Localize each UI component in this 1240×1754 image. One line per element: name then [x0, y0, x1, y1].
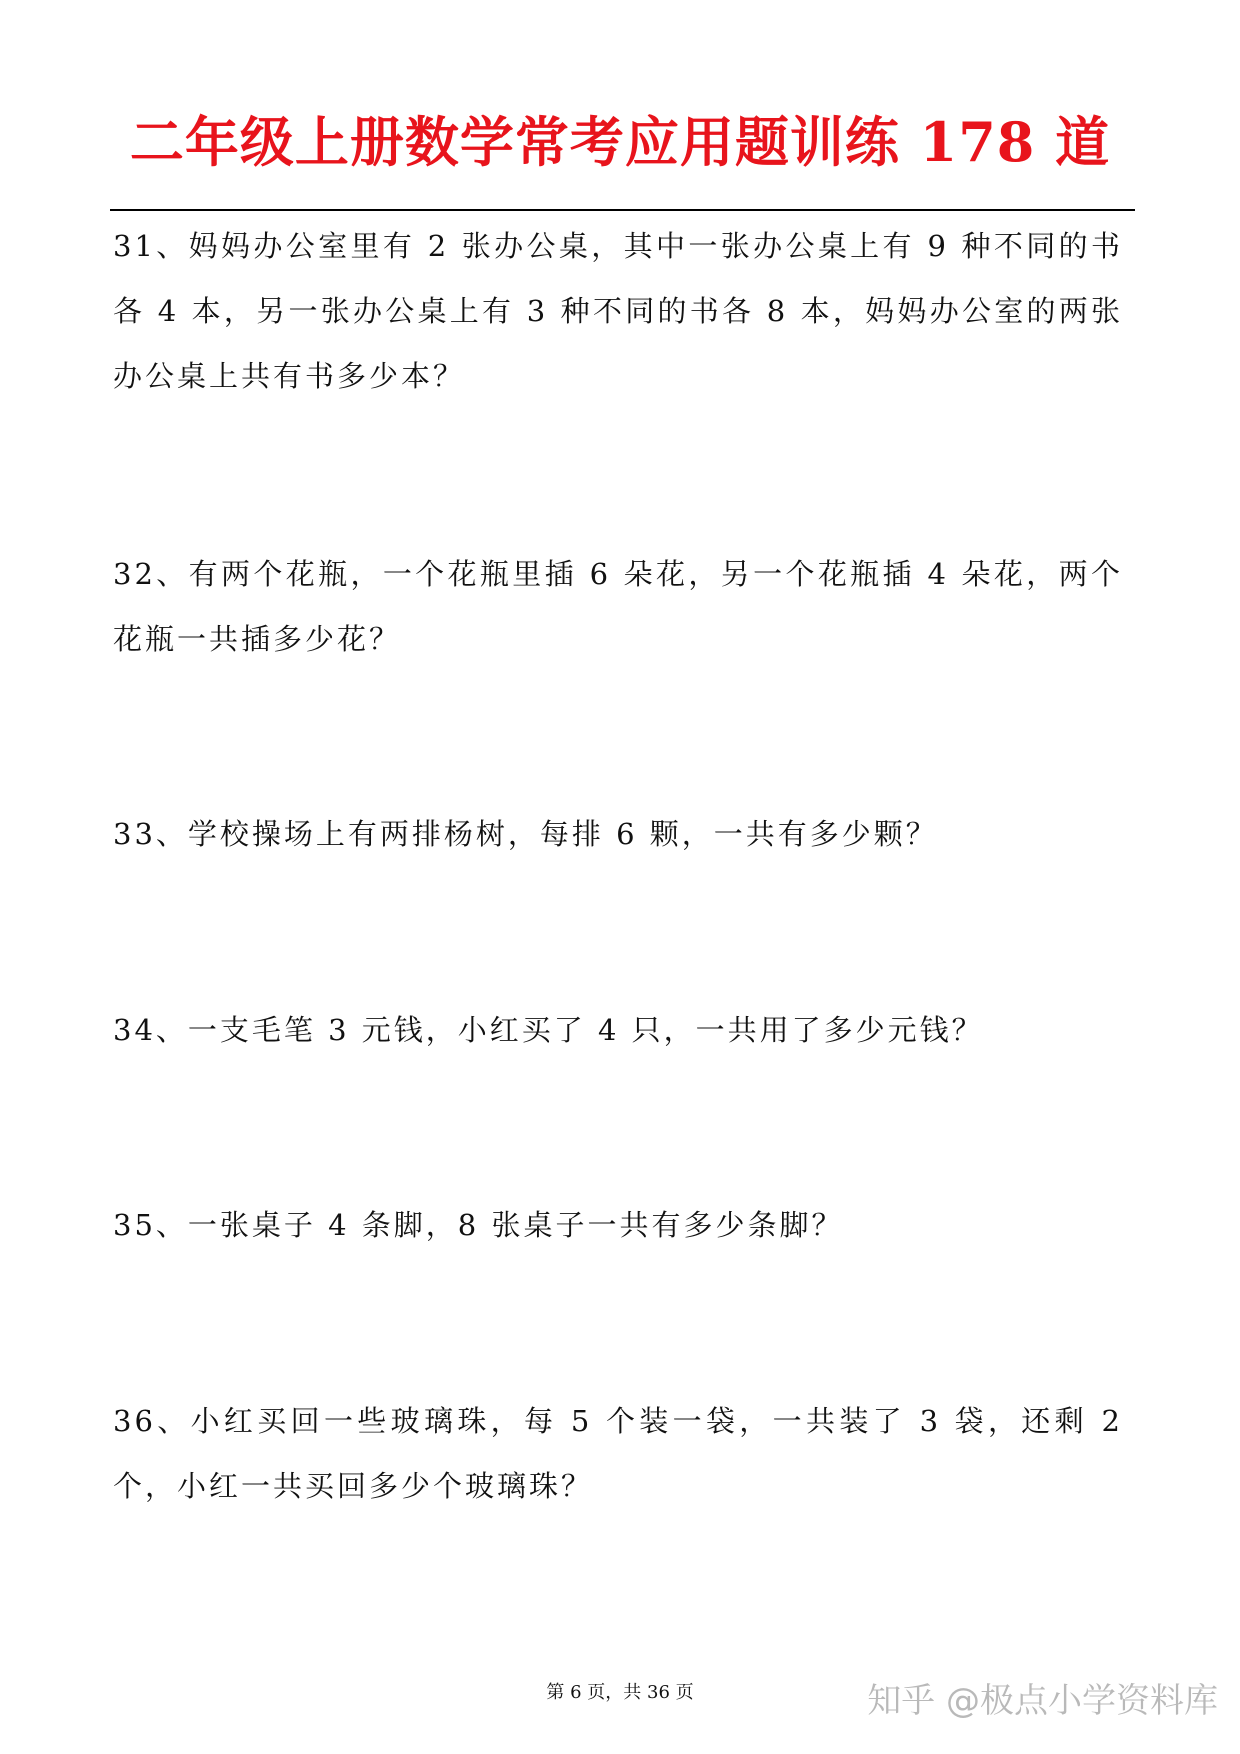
question-36: 36、小红买回一些玻璃珠，每 5 个装一袋，一共装了 3 袋，还剩 2 个，小红一共买回多少个玻璃珠？: [113, 1404, 1123, 1503]
watermark: 知乎 @极点小学资料库: [867, 1681, 1218, 1721]
title-divider: [110, 209, 1135, 211]
question-32: 32、有两个花瓶，一个花瓶里插 6 朵花，另一个花瓶插 4 朵花，两个花瓶一共插多少花？: [113, 557, 1123, 656]
question-33: 33、学校操场上有两排杨树，每排 6 颗，一共有多少颗？: [113, 817, 938, 851]
question-34: 34、一支毛笔 3 元钱，小红买了 4 只，一共用了多少元钱？: [113, 1013, 984, 1047]
page-title: 二年级上册数学常考应用题训练 178 道: [129, 110, 1111, 174]
question-35: 35、一张桌子 4 条脚，8 张桌子一共有多少条脚？: [113, 1208, 844, 1242]
question-31: 31、妈妈办公室里有 2 张办公桌，其中一张办公桌上有 9 种不同的书各 4 本，另一张办公桌上有 3 种不同的书各 8 本，妈妈办公室的两张办公桌上共有书多少本？: [113, 229, 1123, 393]
page-footer: 第 6 页，共 36 页: [546, 1682, 694, 1703]
